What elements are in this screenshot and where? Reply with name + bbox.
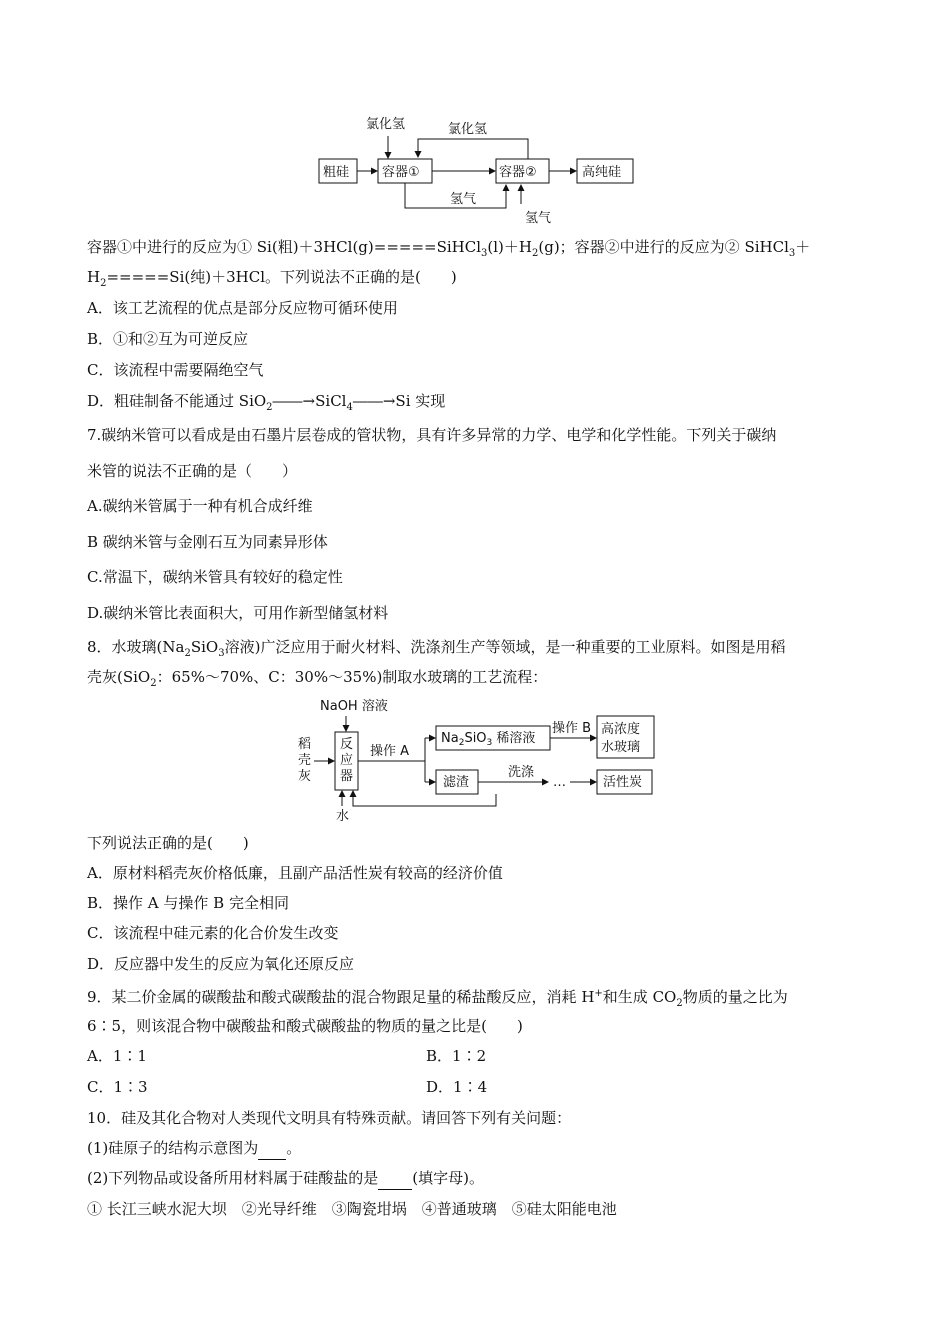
svg-text:Na2SiO3 稀溶液: $Na_2SiO_3$ 稀溶液 bbox=[441, 731, 536, 748]
q6-l1-text: 容器①中进行的反应为① Si(粗)$+3HCl(g)=====SiHCl_3(l)+H_2(g)$；容器②中进行的反应为② SiHCl$_3$＋ bbox=[87, 238, 811, 259]
q7-option-c: C.常温下，碳纳米管具有较好的稳定性 bbox=[87, 568, 343, 586]
label-h2-recycle: 氢气 bbox=[450, 192, 477, 207]
q8-ask: 下列说法正确的是( ) bbox=[87, 834, 249, 852]
label-wash: 洗涤 bbox=[508, 765, 535, 780]
label-c1: 容器① bbox=[382, 165, 420, 180]
svg-text:应: 应 bbox=[340, 753, 354, 768]
svg-text:壳: 壳 bbox=[298, 753, 312, 768]
q9-option-b: B．1∶2 bbox=[426, 1047, 487, 1065]
q7-stem-1: 7.碳纳米管可以看成是由石墨片层卷成的管状物，具有许多异常的力学、电学和化学性能。下列关于碳纳 bbox=[87, 426, 777, 444]
label-hcl-input: 氯化氢 bbox=[366, 117, 406, 132]
label-op-a: 操作 A bbox=[370, 744, 410, 759]
q6-option-c: C．该流程中需要隔绝空气 bbox=[87, 361, 264, 379]
svg-text:灰: 灰 bbox=[298, 769, 312, 784]
q10-part1: (1)硅原子的结构示意图为 。 bbox=[87, 1137, 301, 1160]
label-pure: 高纯硅 bbox=[582, 165, 622, 180]
label-op-b: 操作 B bbox=[552, 721, 592, 736]
flow-diagram-water-glass bbox=[290, 694, 670, 824]
q10-part2: (2)下列物品或设备所用材料属于硅酸盐的是 (填字母)。 bbox=[87, 1167, 484, 1190]
q7-stem-2: 米管的说法不正确的是（ ） bbox=[87, 462, 298, 480]
label-hcl-recycle: 氯化氢 bbox=[448, 122, 488, 137]
q7-option-d: D.碳纳米管比表面积大，可用作新型储氢材料 bbox=[87, 604, 389, 622]
q8-option-b: B．操作 A 与操作 B 完全相同 bbox=[87, 894, 289, 912]
label-h2-input: 氢气 bbox=[525, 211, 552, 226]
svg-text:高浓度: 高浓度 bbox=[601, 722, 641, 737]
svg-text:滤渣: 滤渣 bbox=[443, 775, 470, 790]
q6-line1 bbox=[87, 236, 863, 258]
flow-diagram-silicon bbox=[300, 112, 650, 230]
q8-option-d: D．反应器中发生的反应为氧化还原反应 bbox=[87, 955, 355, 973]
label-c2: 容器② bbox=[499, 165, 537, 180]
q8-stem-1: 8．水玻璃($Na_2SiO_3$溶液)广泛应用于耐火材料、洗涤剂生产等领域，是一种重要的工业原料。如图是用稻 bbox=[87, 638, 786, 659]
q9-stem-1: 9．某二价金属的碳酸盐和酸式碳酸盐的混合物跟足量的稀盐酸反应，消耗 H+和生成 $CO_2$物质的量之比为 bbox=[87, 988, 788, 1009]
q7-option-a: A.碳纳米管属于一种有机合成纤维 bbox=[87, 497, 313, 515]
q9-option-a: A．1∶1 bbox=[87, 1047, 147, 1065]
svg-text:水玻璃: 水玻璃 bbox=[601, 740, 641, 755]
q6-option-a: A．该工艺流程的优点是部分反应物可循环使用 bbox=[87, 299, 398, 317]
label-naoh: NaOH 溶液 bbox=[320, 699, 388, 714]
answer-blank-1[interactable] bbox=[258, 1137, 286, 1160]
svg-text:器: 器 bbox=[340, 769, 354, 784]
svg-text:反: 反 bbox=[340, 737, 354, 752]
q9-stem-2: 6∶5，则该混合物中碳酸盐和酸式碳酸盐的物质的量之比是( ) bbox=[87, 1017, 523, 1035]
svg-text:…: … bbox=[553, 775, 566, 790]
label-crude: 粗硅 bbox=[323, 165, 350, 180]
svg-text:稻: 稻 bbox=[298, 737, 312, 752]
q9-option-c: C．1∶3 bbox=[87, 1078, 148, 1096]
q8-option-c: C．该流程中硅元素的化合价发生改变 bbox=[87, 924, 339, 942]
q6-option-d: D．粗硅制备不能通过 SiO$_2$――→SiCl$_4$――→Si 实现 bbox=[87, 392, 446, 413]
q8-stem-2: 壳灰(SiO$_2$：65%～70%、C：30%～35%)制取水玻璃的工艺流程： bbox=[87, 668, 548, 689]
answer-blank-2[interactable] bbox=[378, 1167, 412, 1190]
label-water: 水 bbox=[336, 809, 350, 824]
q10-items: ① 长江三峡水泥大坝 ②光导纤维 ③陶瓷坩埚 ④普通玻璃 ⑤硅太阳能电池 bbox=[87, 1200, 617, 1218]
q7-option-b: B 碳纳米管与金刚石互为同素异形体 bbox=[87, 533, 328, 551]
svg-text:活性炭: 活性炭 bbox=[603, 775, 643, 790]
q8-option-a: A．原材料稻壳灰价格低廉，且副产品活性炭有较高的经济价值 bbox=[87, 864, 503, 882]
q10-stem: 10．硅及其化合物对人类现代文明具有特殊贡献。请回答下列有关问题： bbox=[87, 1109, 572, 1127]
q6-option-b: B．①和②互为可逆反应 bbox=[87, 330, 249, 348]
q6-line2: $H_2=====Si$(纯)＋3HCl。下列说法不正确的是( ) bbox=[87, 268, 457, 289]
q9-option-d: D．1∶4 bbox=[426, 1078, 488, 1096]
